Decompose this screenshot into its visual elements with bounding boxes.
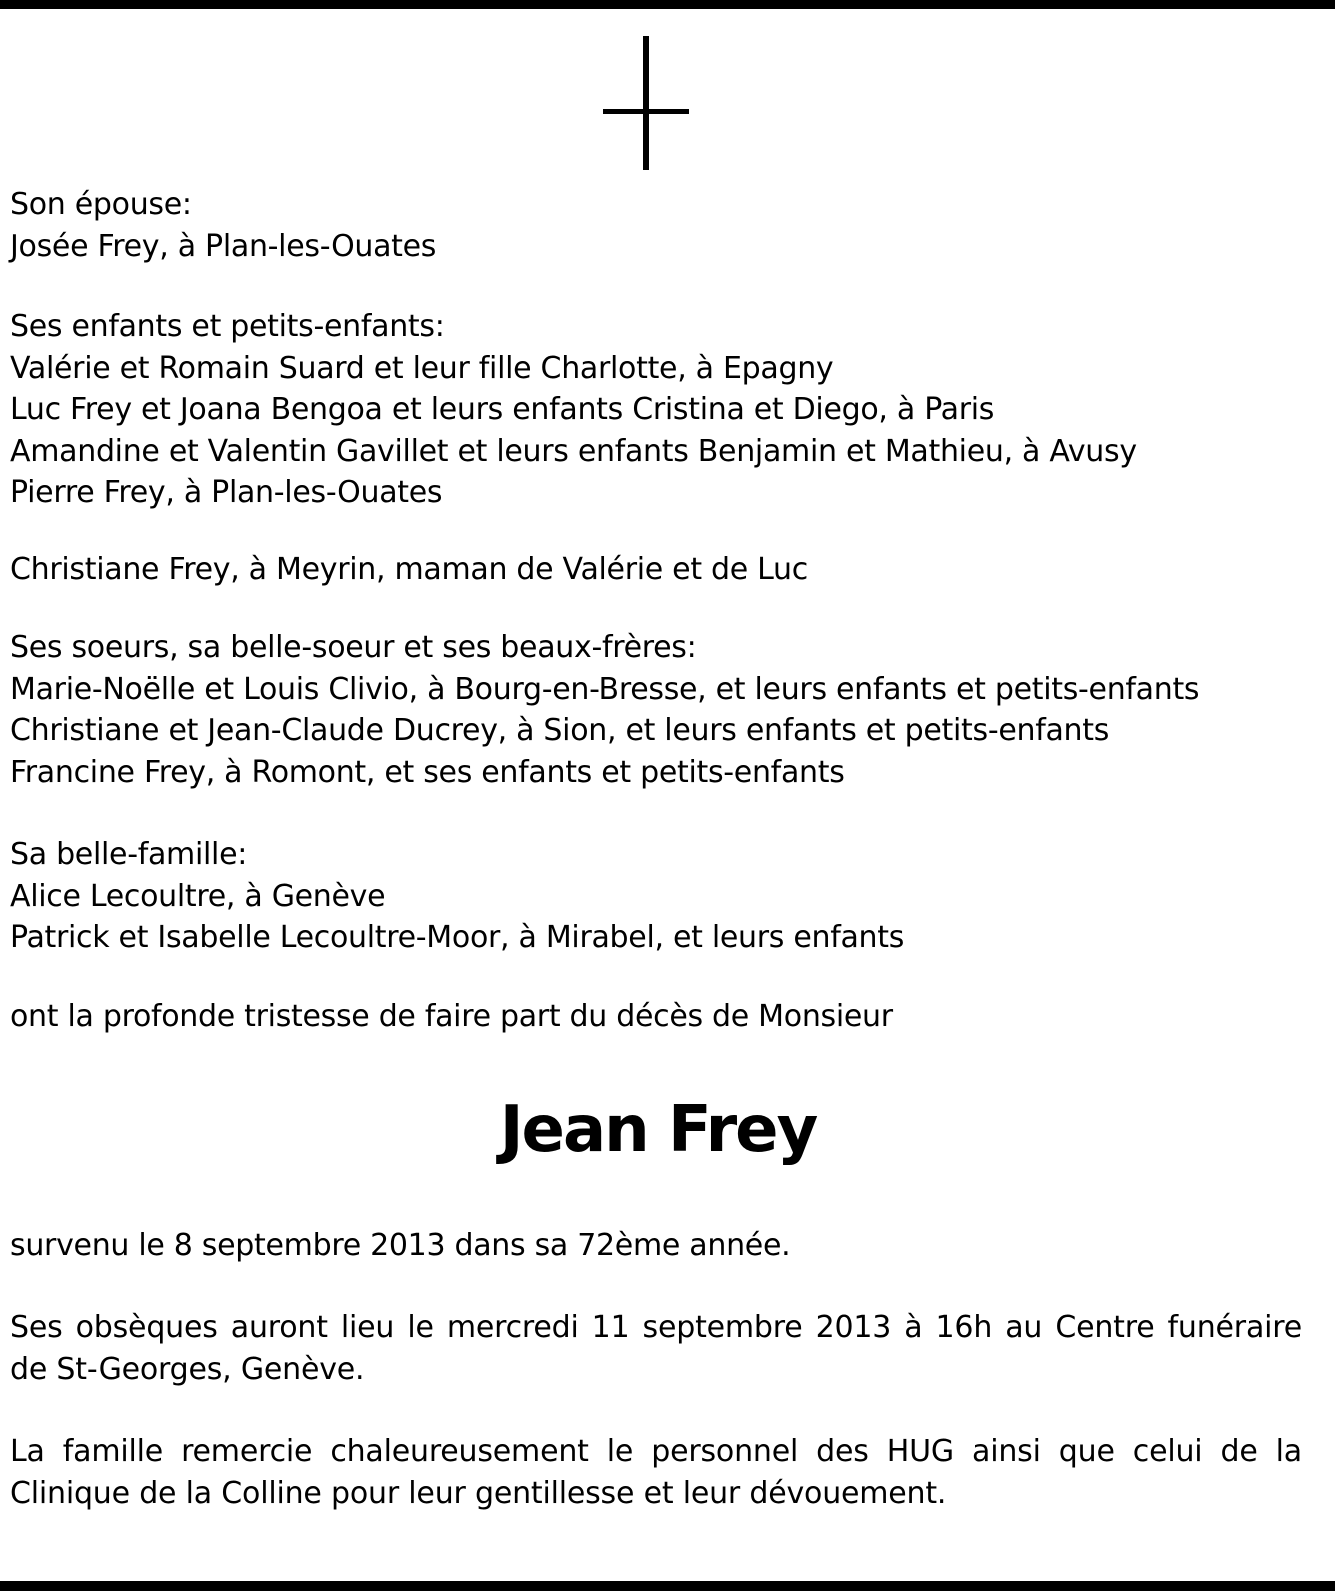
siblings-line: Christiane et Jean-Claude Ducrey, à Sion, et leurs enfants et petits-enfants bbox=[10, 713, 1110, 748]
siblings-heading: Ses soeurs, sa belle-soeur et ses beaux-frères: bbox=[10, 630, 697, 665]
funeral-line: de St-Georges, Genève. bbox=[10, 1351, 365, 1387]
children-line: Pierre Frey, à Plan-les-Ouates bbox=[10, 475, 443, 510]
children-section bbox=[10, 306, 1310, 514]
death-section bbox=[10, 1225, 1310, 1267]
funeral-paragraph bbox=[10, 1307, 1302, 1390]
deceased-name: Jean Frey bbox=[499, 1093, 817, 1167]
funeral-line: Ses obsèques auront lieu le mercredi 11 septembre 2013 à 16h au Centre funéraire bbox=[10, 1310, 1302, 1345]
siblings-line: Francine Frey, à Romont, et ses enfants et petits-enfants bbox=[10, 754, 845, 790]
children-heading: Ses enfants et petits-enfants: bbox=[10, 309, 445, 344]
thanks-line: La famille remercie chaleureusement le personnel des HUG ainsi que celui de la bbox=[10, 1434, 1302, 1469]
in-laws-heading: Sa belle-famille: bbox=[10, 837, 248, 872]
spouse-heading: Son épouse: bbox=[10, 187, 192, 222]
bottom-border-rule bbox=[0, 1581, 1335, 1591]
in-laws-line: Patrick et Isabelle Lecoultre-Moor, à Mirabel, et leurs enfants bbox=[10, 920, 905, 955]
announcement-section bbox=[10, 996, 1310, 1038]
spouse-line: Josée Frey, à Plan-les-Ouates bbox=[10, 228, 437, 264]
children-line: Valérie et Romain Suard et leur fille Charlotte, à Epagny bbox=[10, 350, 834, 386]
in-laws-section bbox=[10, 834, 1310, 959]
siblings-line: Marie-Noëlle et Louis Clivio, à Bourg-en-Bresse, et leurs enfants et petits-enfants bbox=[10, 671, 1200, 707]
in-laws-line: Alice Lecoultre, à Genève bbox=[10, 878, 386, 914]
mother-line: Christiane Frey, à Meyrin, maman de Valérie et de Luc bbox=[10, 552, 808, 587]
children-line: Luc Frey et Joana Bengoa et leurs enfants Cristina et Diego, à Paris bbox=[10, 392, 995, 427]
cross-icon bbox=[603, 36, 689, 170]
thanks-line: Clinique de la Colline pour leur gentillesse et leur dévouement. bbox=[10, 1475, 947, 1511]
siblings-section bbox=[10, 627, 1310, 793]
spouse-section bbox=[10, 184, 1310, 267]
mother-section bbox=[10, 549, 1310, 591]
children-line: Amandine et Valentin Gavillet et leurs enfants Benjamin et Mathieu, à Avusy bbox=[10, 433, 1137, 469]
top-border-rule bbox=[0, 0, 1335, 9]
thanks-paragraph bbox=[10, 1431, 1302, 1514]
announcement-text: ont la profonde tristesse de faire part du décès de Monsieur bbox=[10, 999, 893, 1034]
death-date-line: survenu le 8 septembre 2013 dans sa 72ème année. bbox=[10, 1228, 791, 1263]
